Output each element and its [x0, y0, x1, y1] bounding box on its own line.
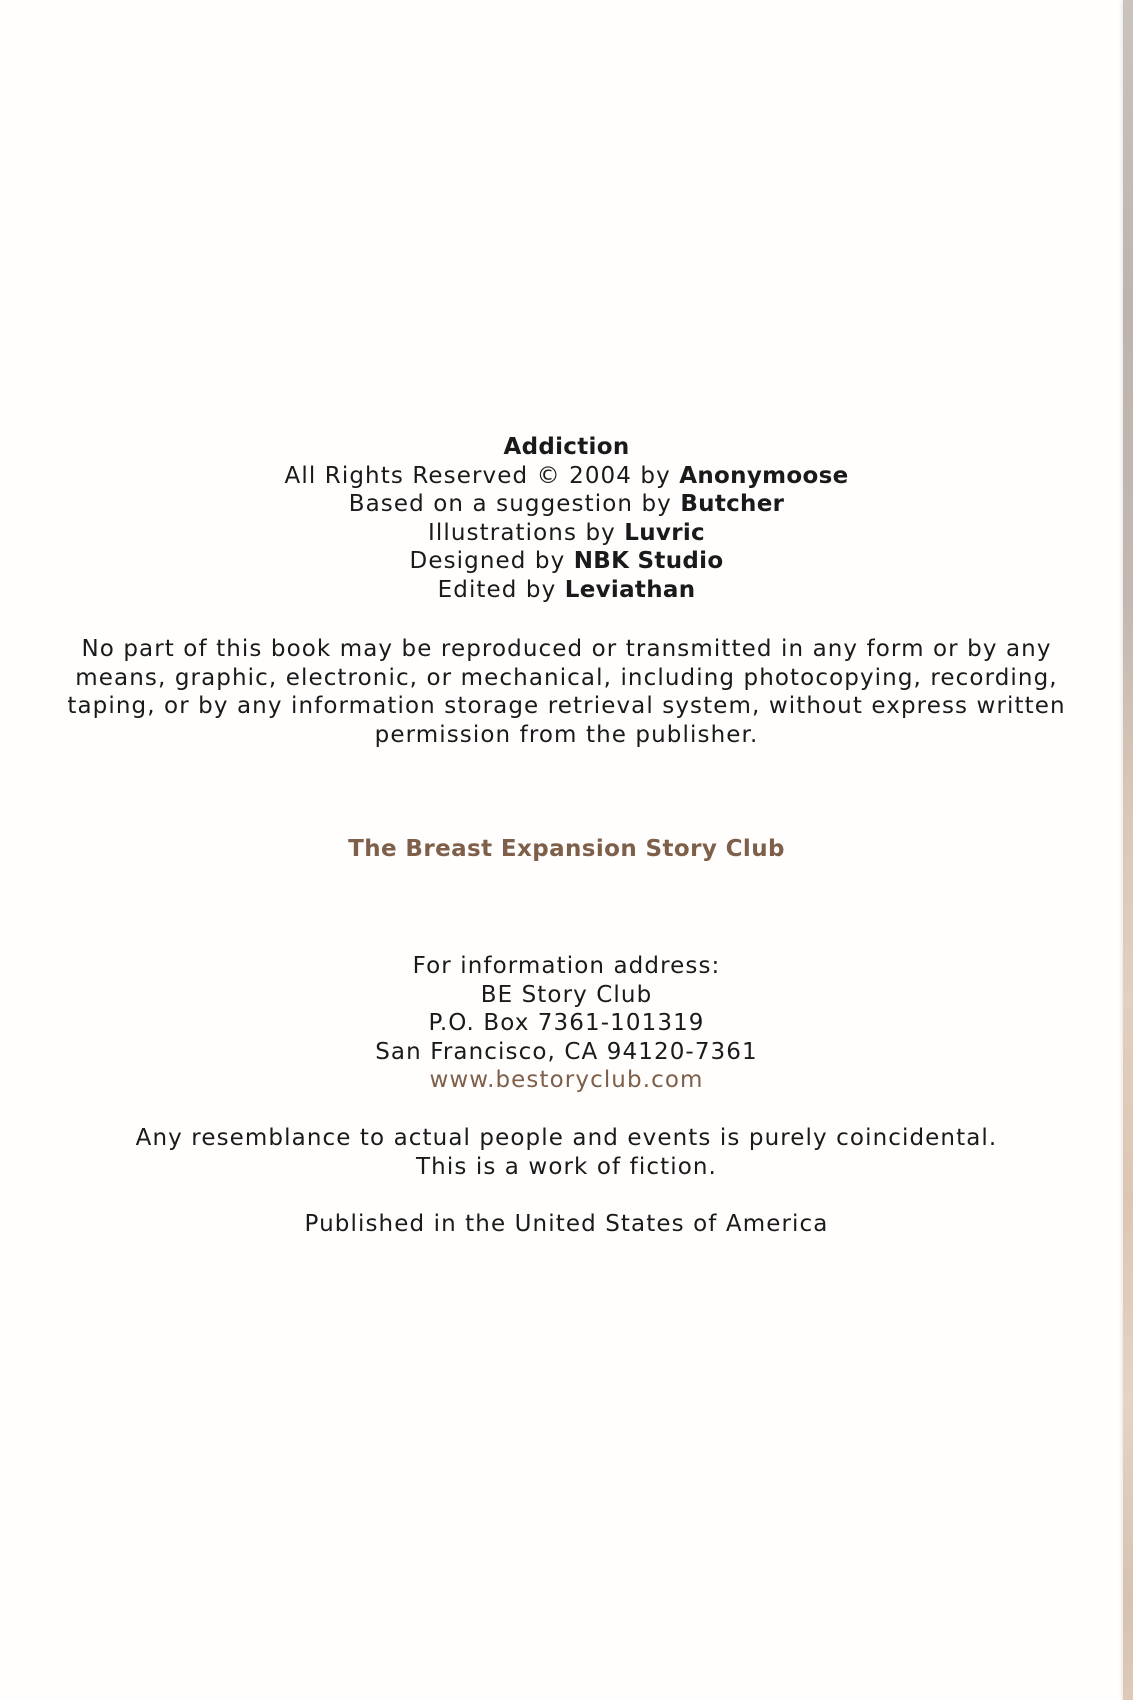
reproduction-notice — [0, 635, 1133, 749]
page-edge-strip — [1123, 0, 1133, 1700]
design-prefix: Designed by — [409, 548, 566, 574]
suggestion-line — [0, 490, 1133, 519]
notice-line: taping, or by any information storage retrieval system, without express written — [67, 693, 1066, 719]
suggester-name: Butcher — [680, 491, 785, 517]
edit-line — [0, 576, 1133, 605]
address-heading: For information address: — [412, 953, 721, 979]
notice-line: means, graphic, electronic, or mechanical, including photocopying, recording, — [75, 664, 1058, 691]
disclaimer-block — [0, 1124, 1133, 1181]
published-line — [0, 1210, 1133, 1239]
address-org: BE Story Club — [480, 981, 653, 1008]
published-text: Published in the United States of America — [304, 1211, 829, 1237]
address-block — [0, 952, 1133, 1095]
illustrations-prefix: Illustrations by — [428, 519, 616, 546]
rights-line — [0, 462, 1133, 491]
editor-name: Leviathan — [564, 576, 696, 603]
edit-prefix: Edited by — [437, 576, 557, 603]
notice-line: No part of this book may be reproduced or transmitted in any form or by any — [81, 636, 1052, 662]
publisher-name: The Breast Expansion Story Club — [348, 836, 785, 862]
address-po-box: P.O. Box 7361-101319 — [428, 1010, 705, 1036]
illustrator-name: Luvric — [624, 519, 705, 546]
disclaimer-line: This is a work of fiction. — [416, 1153, 717, 1180]
book-title: Addiction — [503, 434, 630, 460]
rights-prefix: All Rights Reserved © 2004 by — [284, 462, 671, 489]
website-link[interactable]: www.bestoryclub.com — [429, 1067, 704, 1093]
illustrations-line — [0, 519, 1133, 548]
credits-block — [0, 433, 1133, 604]
disclaimer-line: Any resemblance to actual people and events is purely coincidental. — [135, 1125, 998, 1151]
design-line — [0, 547, 1133, 576]
notice-line: permission from the publisher. — [374, 721, 759, 748]
designer-name: NBK Studio — [573, 548, 724, 574]
suggestion-prefix: Based on a suggestion by — [348, 491, 672, 517]
address-city: San Francisco, CA 94120-7361 — [375, 1038, 758, 1065]
author-name: Anonymoose — [679, 462, 849, 489]
